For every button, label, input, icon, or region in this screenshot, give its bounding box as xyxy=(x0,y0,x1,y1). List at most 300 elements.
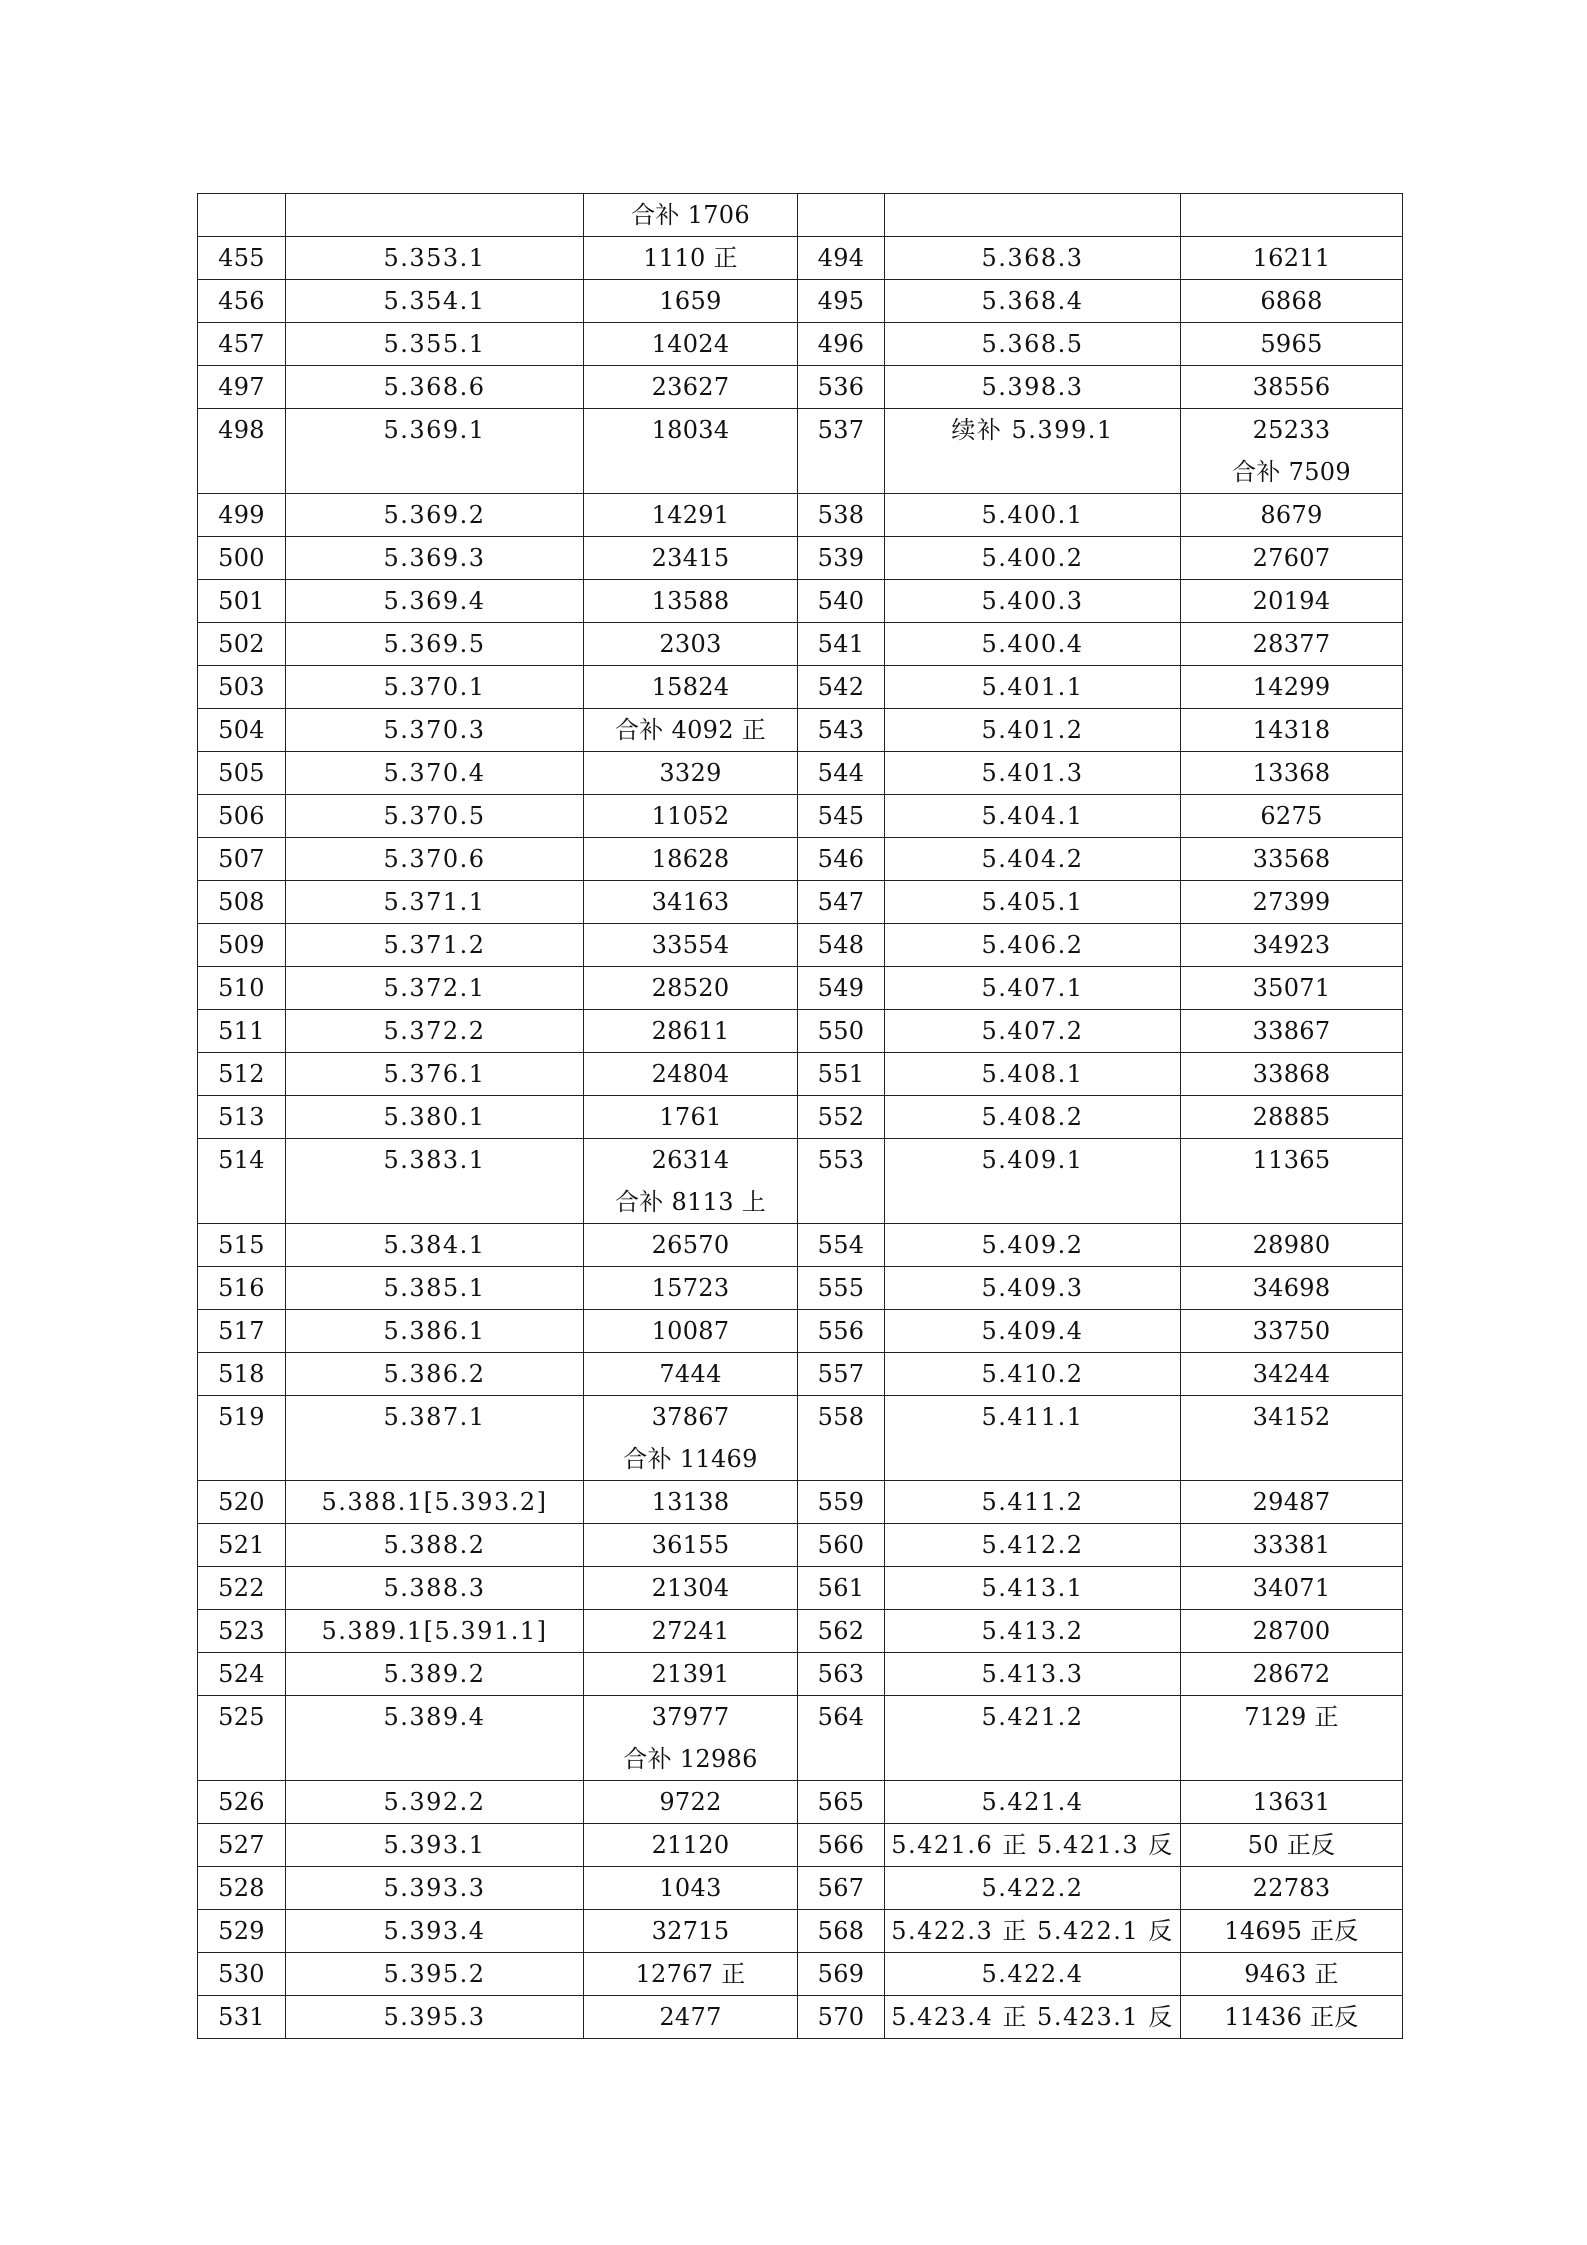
value-cell-line: 1761 xyxy=(659,1103,722,1131)
number-cell: 515 xyxy=(198,1224,286,1267)
value-cell-line: 20194 xyxy=(1252,587,1331,615)
number-cell: 521 xyxy=(198,1524,286,1567)
value-cell-line: 13138 xyxy=(651,1488,730,1516)
number-cell: 563 xyxy=(798,1653,885,1696)
table-row xyxy=(198,494,1403,537)
number-cell: 557 xyxy=(798,1353,885,1396)
table-row xyxy=(198,881,1403,924)
value-cell xyxy=(1181,409,1403,494)
value-cell-line: 2303 xyxy=(659,630,722,658)
number-cell: 552 xyxy=(798,1096,885,1139)
value-cell-line: 14299 xyxy=(1252,673,1331,701)
value-cell-line: 27241 xyxy=(651,1617,730,1645)
value-cell xyxy=(1181,1396,1403,1481)
value-cell-line: 合补 11469 xyxy=(623,1445,758,1473)
value-cell xyxy=(584,1824,798,1867)
value-cell-line: 6868 xyxy=(1260,287,1323,315)
value-cell xyxy=(1181,752,1403,795)
number-cell: 509 xyxy=(198,924,286,967)
number-cell: 525 xyxy=(198,1696,286,1781)
value-cell xyxy=(1181,494,1403,537)
number-cell: 549 xyxy=(798,967,885,1010)
value-cell-line: 9722 xyxy=(659,1788,722,1816)
table-row xyxy=(198,1653,1403,1696)
value-cell-line: 合补 7509 xyxy=(1232,458,1351,486)
number-cell: 498 xyxy=(198,409,286,494)
value-cell-line: 35071 xyxy=(1252,974,1331,1002)
reference-cell: 5.368.4 xyxy=(885,280,1181,323)
number-cell: 559 xyxy=(798,1481,885,1524)
value-cell xyxy=(584,1567,798,1610)
number-cell: 560 xyxy=(798,1524,885,1567)
value-cell xyxy=(1181,1353,1403,1396)
number-cell: 561 xyxy=(798,1567,885,1610)
value-cell-line: 14318 xyxy=(1252,716,1331,744)
number-cell: 522 xyxy=(198,1567,286,1610)
number-cell: 455 xyxy=(198,237,286,280)
reference-cell: 5.413.3 xyxy=(885,1653,1181,1696)
value-cell-line: 14695 正反 xyxy=(1224,1917,1359,1945)
reference-cell: 5.380.1 xyxy=(286,1096,584,1139)
reference-cell: 5.370.1 xyxy=(286,666,584,709)
value-cell xyxy=(1181,881,1403,924)
value-cell-line: 1043 xyxy=(659,1874,722,1902)
reference-cell: 5.370.6 xyxy=(286,838,584,881)
table-row xyxy=(198,709,1403,752)
number-cell: 556 xyxy=(798,1310,885,1353)
reference-cell: 5.386.1 xyxy=(286,1310,584,1353)
value-cell-line: 33750 xyxy=(1252,1317,1331,1345)
number-cell: 506 xyxy=(198,795,286,838)
reference-cell: 5.404.2 xyxy=(885,838,1181,881)
number-cell: 545 xyxy=(798,795,885,838)
value-cell-line: 合补 12986 xyxy=(623,1745,758,1773)
reference-cell: 5.423.4 正 5.423.1 反 xyxy=(885,1996,1181,2039)
value-cell xyxy=(584,1696,798,1781)
number-cell: 499 xyxy=(198,494,286,537)
number-cell: 502 xyxy=(198,623,286,666)
table-row xyxy=(198,1053,1403,1096)
table-row xyxy=(198,323,1403,366)
table-row xyxy=(198,1010,1403,1053)
reference-cell: 5.372.1 xyxy=(286,967,584,1010)
value-cell-line: 合补 8113 上 xyxy=(614,1188,767,1216)
reference-cell xyxy=(286,194,584,237)
number-cell: 500 xyxy=(198,537,286,580)
number-cell: 531 xyxy=(198,1996,286,2039)
value-cell xyxy=(1181,1481,1403,1524)
value-cell xyxy=(1181,537,1403,580)
number-cell: 519 xyxy=(198,1396,286,1481)
reference-cell: 5.401.1 xyxy=(885,666,1181,709)
table-row xyxy=(198,1867,1403,1910)
value-cell-line: 21120 xyxy=(651,1831,730,1859)
number-cell: 538 xyxy=(798,494,885,537)
table-row xyxy=(198,409,1403,494)
table-row xyxy=(198,838,1403,881)
reference-cell: 5.409.4 xyxy=(885,1310,1181,1353)
value-cell-line: 33554 xyxy=(651,931,730,959)
value-cell xyxy=(584,1267,798,1310)
value-cell xyxy=(584,1053,798,1096)
reference-cell: 5.369.5 xyxy=(286,623,584,666)
value-cell-line: 28885 xyxy=(1252,1103,1331,1131)
value-cell xyxy=(584,1996,798,2039)
table-row xyxy=(198,1996,1403,2039)
number-cell: 567 xyxy=(798,1867,885,1910)
reference-cell: 5.421.6 正 5.421.3 反 xyxy=(885,1824,1181,1867)
value-cell xyxy=(584,1010,798,1053)
value-cell xyxy=(1181,924,1403,967)
number-cell: 524 xyxy=(198,1653,286,1696)
value-cell-line: 15723 xyxy=(651,1274,730,1302)
value-cell-line: 28672 xyxy=(1252,1660,1331,1688)
number-cell: 547 xyxy=(798,881,885,924)
reference-cell: 5.421.2 xyxy=(885,1696,1181,1781)
reference-cell: 5.413.1 xyxy=(885,1567,1181,1610)
value-cell-line: 37867 xyxy=(651,1403,730,1431)
reference-cell: 5.395.2 xyxy=(286,1953,584,1996)
reference-cell: 5.353.1 xyxy=(286,237,584,280)
number-cell: 558 xyxy=(798,1396,885,1481)
reference-cell: 5.392.2 xyxy=(286,1781,584,1824)
value-cell xyxy=(1181,1096,1403,1139)
number-cell: 566 xyxy=(798,1824,885,1867)
value-cell-line: 27607 xyxy=(1252,544,1331,572)
reference-cell: 5.406.2 xyxy=(885,924,1181,967)
value-cell-line: 15824 xyxy=(651,673,730,701)
reference-cell: 5.409.3 xyxy=(885,1267,1181,1310)
number-cell: 548 xyxy=(798,924,885,967)
value-cell xyxy=(584,1481,798,1524)
table-row xyxy=(198,1610,1403,1653)
value-cell-line: 38556 xyxy=(1252,373,1331,401)
number-cell: 568 xyxy=(798,1910,885,1953)
value-cell-line: 28520 xyxy=(651,974,730,1002)
reference-cell: 5.422.4 xyxy=(885,1953,1181,1996)
value-cell-line: 28700 xyxy=(1252,1617,1331,1645)
value-cell xyxy=(1181,623,1403,666)
table-row xyxy=(198,1481,1403,1524)
reference-cell: 5.400.4 xyxy=(885,623,1181,666)
value-cell xyxy=(1181,1824,1403,1867)
number-cell: 562 xyxy=(798,1610,885,1653)
number-cell: 523 xyxy=(198,1610,286,1653)
number-cell: 513 xyxy=(198,1096,286,1139)
value-cell-line: 27399 xyxy=(1252,888,1331,916)
number-cell: 541 xyxy=(798,623,885,666)
value-cell-line: 1110 正 xyxy=(643,244,738,272)
table-row xyxy=(198,194,1403,237)
number-cell: 505 xyxy=(198,752,286,795)
number-cell: 569 xyxy=(798,1953,885,1996)
value-cell xyxy=(584,1910,798,1953)
number-cell: 514 xyxy=(198,1139,286,1224)
table-row xyxy=(198,1353,1403,1396)
number-cell: 457 xyxy=(198,323,286,366)
value-cell-line: 25233 xyxy=(1252,416,1331,444)
table-row xyxy=(198,1781,1403,1824)
number-cell: 456 xyxy=(198,280,286,323)
table-row xyxy=(198,237,1403,280)
reference-cell: 5.408.2 xyxy=(885,1096,1181,1139)
reference-cell: 5.422.3 正 5.422.1 反 xyxy=(885,1910,1181,1953)
reference-cell: 5.369.3 xyxy=(286,537,584,580)
value-cell xyxy=(584,924,798,967)
value-cell-line: 24804 xyxy=(651,1060,730,1088)
value-cell-line: 1659 xyxy=(659,287,722,315)
value-cell xyxy=(1181,1910,1403,1953)
value-cell-line: 34244 xyxy=(1252,1360,1331,1388)
number-cell: 497 xyxy=(198,366,286,409)
number-cell: 542 xyxy=(798,666,885,709)
reference-cell: 5.388.1[5.393.2] xyxy=(286,1481,584,1524)
value-cell xyxy=(584,709,798,752)
value-cell xyxy=(584,1867,798,1910)
value-cell-line: 21391 xyxy=(651,1660,730,1688)
reference-cell: 5.404.1 xyxy=(885,795,1181,838)
reference-cell: 5.413.2 xyxy=(885,1610,1181,1653)
value-cell xyxy=(1181,280,1403,323)
value-cell xyxy=(584,1310,798,1353)
table-row xyxy=(198,924,1403,967)
value-cell xyxy=(584,1096,798,1139)
reference-cell: 5.371.1 xyxy=(286,881,584,924)
reference-cell: 5.383.1 xyxy=(286,1139,584,1224)
table-row xyxy=(198,1267,1403,1310)
table-row xyxy=(198,1953,1403,1996)
value-cell-line: 34152 xyxy=(1252,1403,1331,1431)
table-row xyxy=(198,280,1403,323)
value-cell-line: 34071 xyxy=(1252,1574,1331,1602)
number-cell: 520 xyxy=(198,1481,286,1524)
value-cell xyxy=(584,1610,798,1653)
value-cell-line: 13631 xyxy=(1252,1788,1331,1816)
value-cell-line: 33568 xyxy=(1252,845,1331,873)
reference-cell: 5.388.2 xyxy=(286,1524,584,1567)
table-row xyxy=(198,1224,1403,1267)
number-cell: 551 xyxy=(798,1053,885,1096)
reference-cell: 5.409.2 xyxy=(885,1224,1181,1267)
value-cell-line: 14291 xyxy=(651,501,730,529)
value-cell xyxy=(584,494,798,537)
value-cell xyxy=(1181,838,1403,881)
reference-cell: 5.354.1 xyxy=(286,280,584,323)
value-cell xyxy=(584,280,798,323)
reference-cell: 5.393.4 xyxy=(286,1910,584,1953)
number-cell: 554 xyxy=(798,1224,885,1267)
value-cell-line: 26570 xyxy=(651,1231,730,1259)
value-cell xyxy=(1181,1567,1403,1610)
reference-cell: 5.385.1 xyxy=(286,1267,584,1310)
reference-cell: 5.410.2 xyxy=(885,1353,1181,1396)
value-cell xyxy=(1181,1310,1403,1353)
reference-cell: 5.370.3 xyxy=(286,709,584,752)
value-cell-line: 22783 xyxy=(1252,1874,1331,1902)
number-cell: 536 xyxy=(798,366,885,409)
value-cell xyxy=(1181,666,1403,709)
table-row xyxy=(198,537,1403,580)
value-cell xyxy=(584,1224,798,1267)
number-cell xyxy=(198,194,286,237)
reference-cell: 5.393.3 xyxy=(286,1867,584,1910)
value-cell xyxy=(1181,237,1403,280)
value-cell xyxy=(1181,1267,1403,1310)
table-row xyxy=(198,1824,1403,1867)
reference-cell: 5.370.4 xyxy=(286,752,584,795)
value-cell xyxy=(1181,1653,1403,1696)
value-cell xyxy=(1181,1996,1403,2039)
value-cell xyxy=(584,1396,798,1481)
value-cell-line xyxy=(1183,194,1400,236)
reference-cell: 5.368.5 xyxy=(885,323,1181,366)
value-cell xyxy=(1181,1610,1403,1653)
number-cell: 507 xyxy=(198,838,286,881)
value-cell xyxy=(1181,1781,1403,1824)
value-cell-line: 11365 xyxy=(1252,1146,1331,1174)
value-cell-line: 33867 xyxy=(1252,1017,1331,1045)
number-cell: 526 xyxy=(198,1781,286,1824)
number-cell: 503 xyxy=(198,666,286,709)
number-cell: 511 xyxy=(198,1010,286,1053)
reference-cell: 5.400.3 xyxy=(885,580,1181,623)
value-cell-line: 26314 xyxy=(651,1146,730,1174)
value-cell-line: 14024 xyxy=(651,330,730,358)
reference-cell: 5.401.2 xyxy=(885,709,1181,752)
number-cell: 564 xyxy=(798,1696,885,1781)
reference-cell: 5.386.2 xyxy=(286,1353,584,1396)
reference-cell: 5.389.1[5.391.1] xyxy=(286,1610,584,1653)
number-cell: 570 xyxy=(798,1996,885,2039)
value-cell-line: 7444 xyxy=(659,1360,722,1388)
number-cell: 516 xyxy=(198,1267,286,1310)
reference-cell: 5.395.3 xyxy=(286,1996,584,2039)
value-cell-line: 6275 xyxy=(1260,802,1323,830)
number-cell: 518 xyxy=(198,1353,286,1396)
reference-cell: 5.376.1 xyxy=(286,1053,584,1096)
table-row xyxy=(198,1696,1403,1781)
value-cell-line: 7129 正 xyxy=(1244,1703,1339,1731)
value-cell xyxy=(1181,366,1403,409)
value-cell-line: 50 正反 xyxy=(1247,1831,1336,1859)
number-cell: 553 xyxy=(798,1139,885,1224)
value-cell xyxy=(1181,1953,1403,1996)
reference-cell: 5.398.3 xyxy=(885,366,1181,409)
number-cell: 504 xyxy=(198,709,286,752)
value-cell-line: 9463 正 xyxy=(1244,1960,1339,1988)
table-row xyxy=(198,1096,1403,1139)
reference-cell: 5.371.2 xyxy=(286,924,584,967)
value-cell-line: 5965 xyxy=(1260,330,1323,358)
value-cell xyxy=(584,409,798,494)
value-cell-line: 28980 xyxy=(1252,1231,1331,1259)
reference-cell: 5.369.2 xyxy=(286,494,584,537)
value-cell xyxy=(1181,1696,1403,1781)
reference-cell: 5.370.5 xyxy=(286,795,584,838)
value-cell-line: 34698 xyxy=(1252,1274,1331,1302)
value-cell xyxy=(584,580,798,623)
reference-cell: 5.389.4 xyxy=(286,1696,584,1781)
value-cell-line: 21304 xyxy=(651,1574,730,1602)
reference-cell: 5.372.2 xyxy=(286,1010,584,1053)
value-cell xyxy=(1181,1867,1403,1910)
reference-cell: 5.422.2 xyxy=(885,1867,1181,1910)
value-cell xyxy=(1181,1224,1403,1267)
reference-cell: 5.408.1 xyxy=(885,1053,1181,1096)
reference-cell: 5.389.2 xyxy=(286,1653,584,1696)
value-cell xyxy=(584,366,798,409)
value-cell-line: 8679 xyxy=(1260,501,1323,529)
table-row xyxy=(198,366,1403,409)
reference-cell: 5.405.1 xyxy=(885,881,1181,924)
table-row xyxy=(198,752,1403,795)
table-row xyxy=(198,1524,1403,1567)
value-cell xyxy=(584,1653,798,1696)
number-cell: 537 xyxy=(798,409,885,494)
number-cell: 555 xyxy=(798,1267,885,1310)
number-cell xyxy=(798,194,885,237)
table-row xyxy=(198,1396,1403,1481)
number-cell: 544 xyxy=(798,752,885,795)
reference-cell: 5.421.4 xyxy=(885,1781,1181,1824)
reference-cell: 5.401.3 xyxy=(885,752,1181,795)
value-cell xyxy=(1181,967,1403,1010)
number-cell: 512 xyxy=(198,1053,286,1096)
reference-cell: 5.387.1 xyxy=(286,1396,584,1481)
value-cell xyxy=(584,1781,798,1824)
table-row xyxy=(198,795,1403,838)
table-row xyxy=(198,623,1403,666)
reference-cell: 5.368.3 xyxy=(885,237,1181,280)
number-cell: 528 xyxy=(198,1867,286,1910)
number-cell: 494 xyxy=(798,237,885,280)
value-cell xyxy=(584,752,798,795)
reference-cell: 5.407.1 xyxy=(885,967,1181,1010)
value-cell xyxy=(584,323,798,366)
reference-cell: 5.411.1 xyxy=(885,1396,1181,1481)
reference-cell: 5.369.4 xyxy=(286,580,584,623)
value-cell xyxy=(584,1524,798,1567)
number-cell: 510 xyxy=(198,967,286,1010)
value-cell xyxy=(1181,323,1403,366)
value-cell-line: 37977 xyxy=(651,1703,730,1731)
value-cell-line: 33381 xyxy=(1252,1531,1331,1559)
value-cell-line: 10087 xyxy=(651,1317,730,1345)
table-row xyxy=(198,666,1403,709)
reference-cell: 5.393.1 xyxy=(286,1824,584,1867)
reference-cell: 5.409.1 xyxy=(885,1139,1181,1224)
value-cell xyxy=(1181,1010,1403,1053)
value-cell xyxy=(584,237,798,280)
reference-cell: 5.384.1 xyxy=(286,1224,584,1267)
value-cell-line: 11436 正反 xyxy=(1224,2003,1359,2031)
reference-cell: 5.355.1 xyxy=(286,323,584,366)
reference-cell: 5.412.2 xyxy=(885,1524,1181,1567)
table-row xyxy=(198,1567,1403,1610)
reference-cell: 5.368.6 xyxy=(286,366,584,409)
reference-cell: 5.400.2 xyxy=(885,537,1181,580)
value-cell-line: 12767 正 xyxy=(635,1960,746,1988)
value-cell xyxy=(584,1953,798,1996)
number-cell: 550 xyxy=(798,1010,885,1053)
value-cell-line: 13368 xyxy=(1252,759,1331,787)
number-cell: 546 xyxy=(798,838,885,881)
value-cell-line: 34923 xyxy=(1252,931,1331,959)
number-cell: 508 xyxy=(198,881,286,924)
value-cell-line: 13588 xyxy=(651,587,730,615)
number-cell: 496 xyxy=(798,323,885,366)
value-cell xyxy=(584,1353,798,1396)
